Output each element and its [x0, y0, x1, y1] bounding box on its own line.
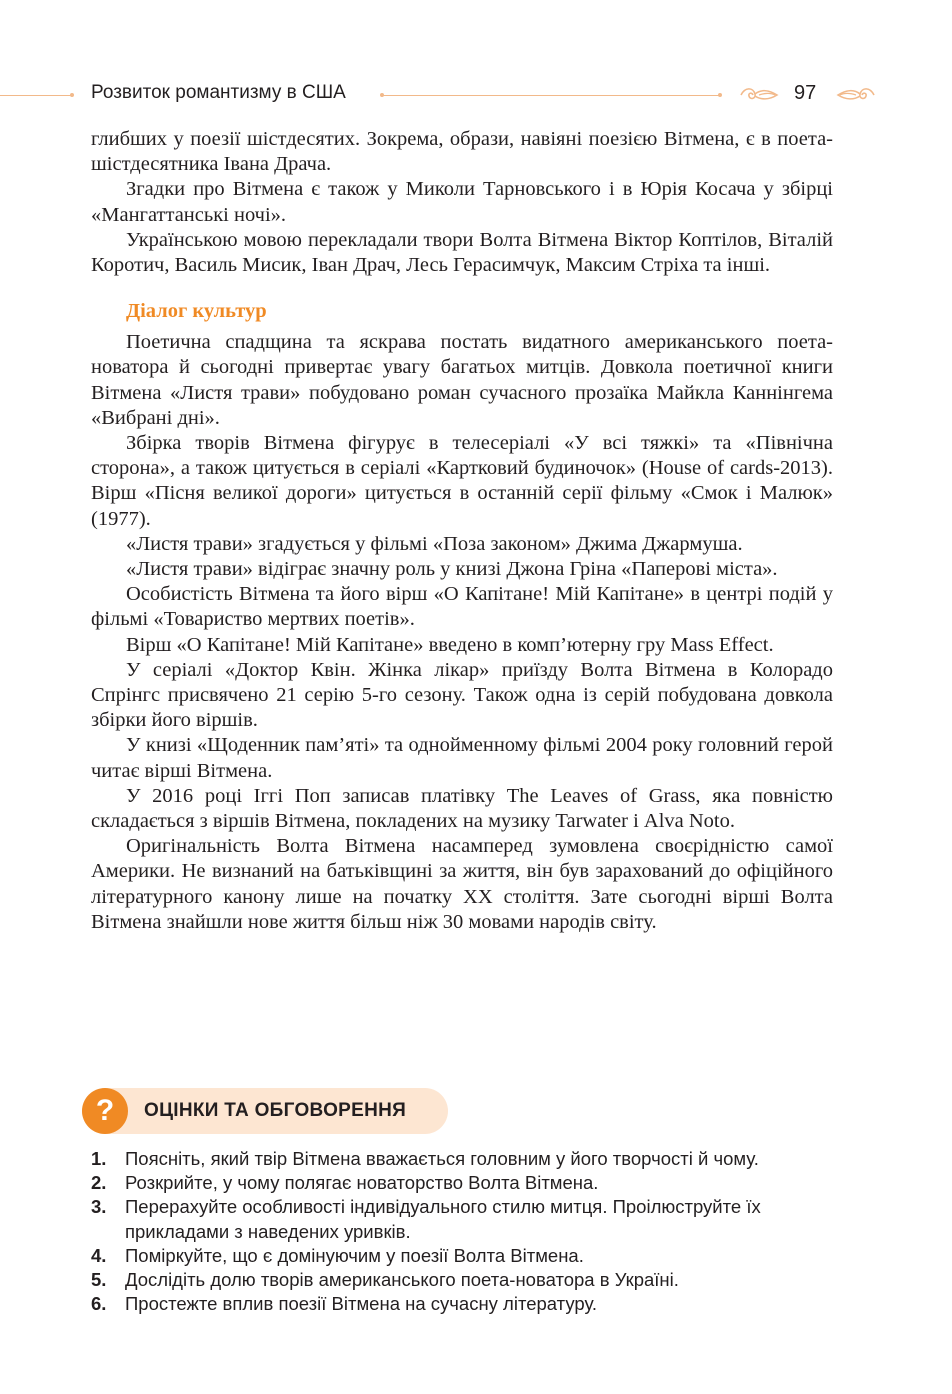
questions-list — [91, 1147, 836, 1316]
list-item — [91, 1171, 836, 1195]
paragraph: У книзі «Щоденник пам’яті» та однойменному фільмі 2004 року головний герой читає вірші Вітмена. — [91, 734, 833, 782]
question-number: 5. — [91, 1269, 107, 1291]
paragraph: Вірш «О Капітане! Мій Капітане» введено в комп’ютерну гру Mass Effect. — [126, 633, 774, 656]
question-number: 3. — [91, 1196, 107, 1218]
header-rule-middle — [383, 95, 719, 96]
list-item — [91, 1195, 836, 1243]
question-text: Перерахуйте особливості індивідуального стилю митця. Проілюструйте їх прикладами з наведених уривків. — [125, 1196, 761, 1242]
list-item — [91, 1292, 836, 1316]
paragraph: «Листя трави» згадується у фільмі «Поза законом» Джима Джармуша. — [126, 532, 743, 555]
question-text: Дослідіть долю творів американського поета-новатора в Україні. — [125, 1269, 679, 1291]
list-item — [91, 1147, 836, 1171]
question-text: Поясніть, який твір Вітмена вважається головним у його творчості й чому. — [125, 1148, 759, 1169]
page-header — [0, 78, 952, 112]
paragraph: Оригінальність Волта Вітмена насамперед зумовлена своєрідністю самої Америки. Не визнаний на батьківщині за життя, він був зарахований до офіційного літературного канону лише на початку XX століття. Зате сьогодні вірші Волта Вітмена знайшли нове життя більш ніж 30 мовами народів світу. — [91, 835, 833, 933]
paragraph: Особистість Вітмена та його вірш «О Капітане! Мій Капітане» в центрі подій у фільмі «Товариство мертвих поетів». — [91, 583, 833, 631]
section-heading: Діалог культур — [126, 300, 267, 323]
flourish-ornament-icon — [834, 84, 878, 106]
paragraph: «Листя трави» відіграє значну роль у книзі Джона Гріна «Паперові міста». — [126, 558, 778, 581]
question-text: Розкрийте, у чому полягає новаторство Волта Вітмена. — [125, 1172, 599, 1194]
question-number: 4. — [91, 1244, 107, 1266]
list-item — [91, 1244, 836, 1268]
header-dot — [70, 93, 74, 97]
questions-title: ОЦІНКИ ТА ОБГОВОРЕННЯ — [144, 1100, 407, 1121]
question-number: 1. — [91, 1148, 107, 1169]
paragraph: Збірка творів Вітмена фігурує в телесеріалі «У всі тяжкі» та «Північна сторона», а також цитується в серіалі «Картковий будиночок» (House of cards-2013). Вірш «Пісня великої дороги» цитується в останній серії фільму «Смок і Малюк» (1977). — [91, 432, 833, 530]
flourish-ornament-icon — [737, 84, 781, 106]
header-dot — [718, 93, 722, 97]
page-number: 97 — [794, 82, 817, 104]
questions-banner — [82, 1088, 448, 1134]
paragraph: У 2016 році Іггі Поп записав платівку The Leaves of Grass, яка повністю складається з віршів Вітмена, покладених на музику Tarwater і Alva Noto. — [91, 784, 833, 833]
header-rule-left — [0, 95, 72, 96]
running-title: Розвиток романтизму в США — [91, 82, 346, 103]
paragraph: Поетична спадщина та яскрава постать видатного американського поета-новатора й сьогодні привертає увагу багатьох митців. Довкола поетичної книги Вітмена «Листя трави» побудовано роман сучасного прозаїка Майкла Каннінгема «Вибрані дні». — [91, 331, 833, 429]
question-text: Поміркуйте, що є домінуючим у поезії Волта Вітмена. — [125, 1244, 584, 1266]
question-text: Простежте вплив поезії Вітмена на сучасну літературу. — [125, 1293, 598, 1315]
paragraph: Українською мовою перекладали твори Волта Вітмена Віктор Коптілов, Віталій Коротич, Василь Мисик, Іван Драч, Лесь Герасимчук, Максим Стріха та інші. — [91, 228, 833, 277]
question-number: 2. — [91, 1172, 107, 1194]
paragraph: глибших у поезії шістдесятих. Зокрема, образи, навіяні поезією Вітмена, є в поета-шістдесятника Івана Драча. — [91, 128, 833, 176]
paragraph: Згадки про Вітмена є також у Миколи Тарновського і в Юрія Косача у збірці «Мангаттанські ночі». — [91, 178, 833, 226]
paragraph: У серіалі «Доктор Квін. Жінка лікар» приїзду Волта Вітмена в Колорадо Спрінгс присвячено 21 серію 5-го сезону. Також одна із серій побудована довкола збірки його віршів. — [91, 658, 833, 732]
body-text — [91, 127, 833, 935]
list-item — [91, 1268, 836, 1292]
question-number: 6. — [91, 1293, 107, 1315]
question-icon: ? — [82, 1088, 128, 1134]
